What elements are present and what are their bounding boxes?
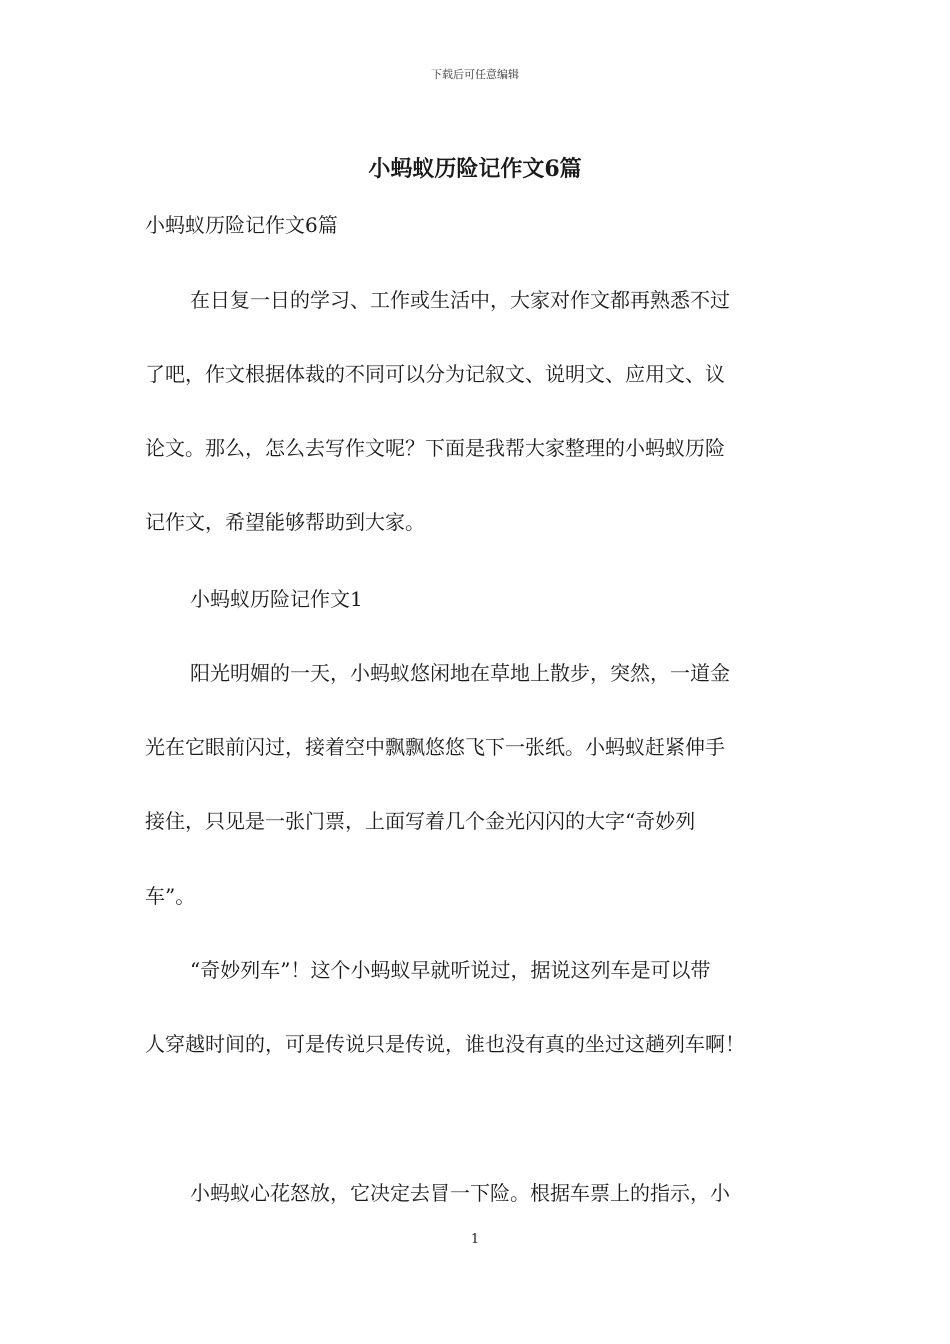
paragraph-line: “奇妙列车”！这个小蚂蚁早就听说过，据说这列车是可以带 xyxy=(190,958,711,982)
paragraph-line: 阳光明媚的一天，小蚂蚁悠闲地在草地上散步，突然，一道金 xyxy=(190,661,730,685)
paragraph-line: 记作文，希望能够帮助到大家。 xyxy=(145,510,425,534)
paragraph-line: 光在它眼前闪过，接着空中飘飘悠悠飞下一张纸。小蚂蚁赶紧伸手 xyxy=(145,735,725,759)
paragraph-line: 车”。 xyxy=(145,884,196,908)
document-title: 小蚂蚁历险记作文6篇 xyxy=(368,156,582,182)
paragraph-line: 在日复一日的学习、工作或生活中，大家对作文都再熟悉不过 xyxy=(190,288,730,312)
document-subtitle: 小蚂蚁历险记作文6篇 xyxy=(145,213,338,237)
header-note: 下载后可任意编辑 xyxy=(431,68,519,81)
paragraph-line: 了吧，作文根据体裁的不同可以分为记叙文、说明文、应用文、议 xyxy=(145,362,725,386)
page-number: 1 xyxy=(470,1232,480,1247)
paragraph-line: 小蚂蚁心花怒放，它决定去冒一下险。根据车票上的指示，小 xyxy=(190,1181,730,1205)
paragraph-line: 人穿越时间的，可是传说只是传说，谁也没有真的坐过这趟列车啊！ xyxy=(145,1032,745,1056)
paragraph-line: 论文。那么，怎么去写作文呢？下面是我帮大家整理的小蚂蚁历险 xyxy=(145,436,725,460)
paragraph-line: 接住，只见是一张门票，上面写着几个金光闪闪的大字“奇妙列 xyxy=(145,809,696,833)
section-heading: 小蚂蚁历险记作文1 xyxy=(190,587,363,611)
